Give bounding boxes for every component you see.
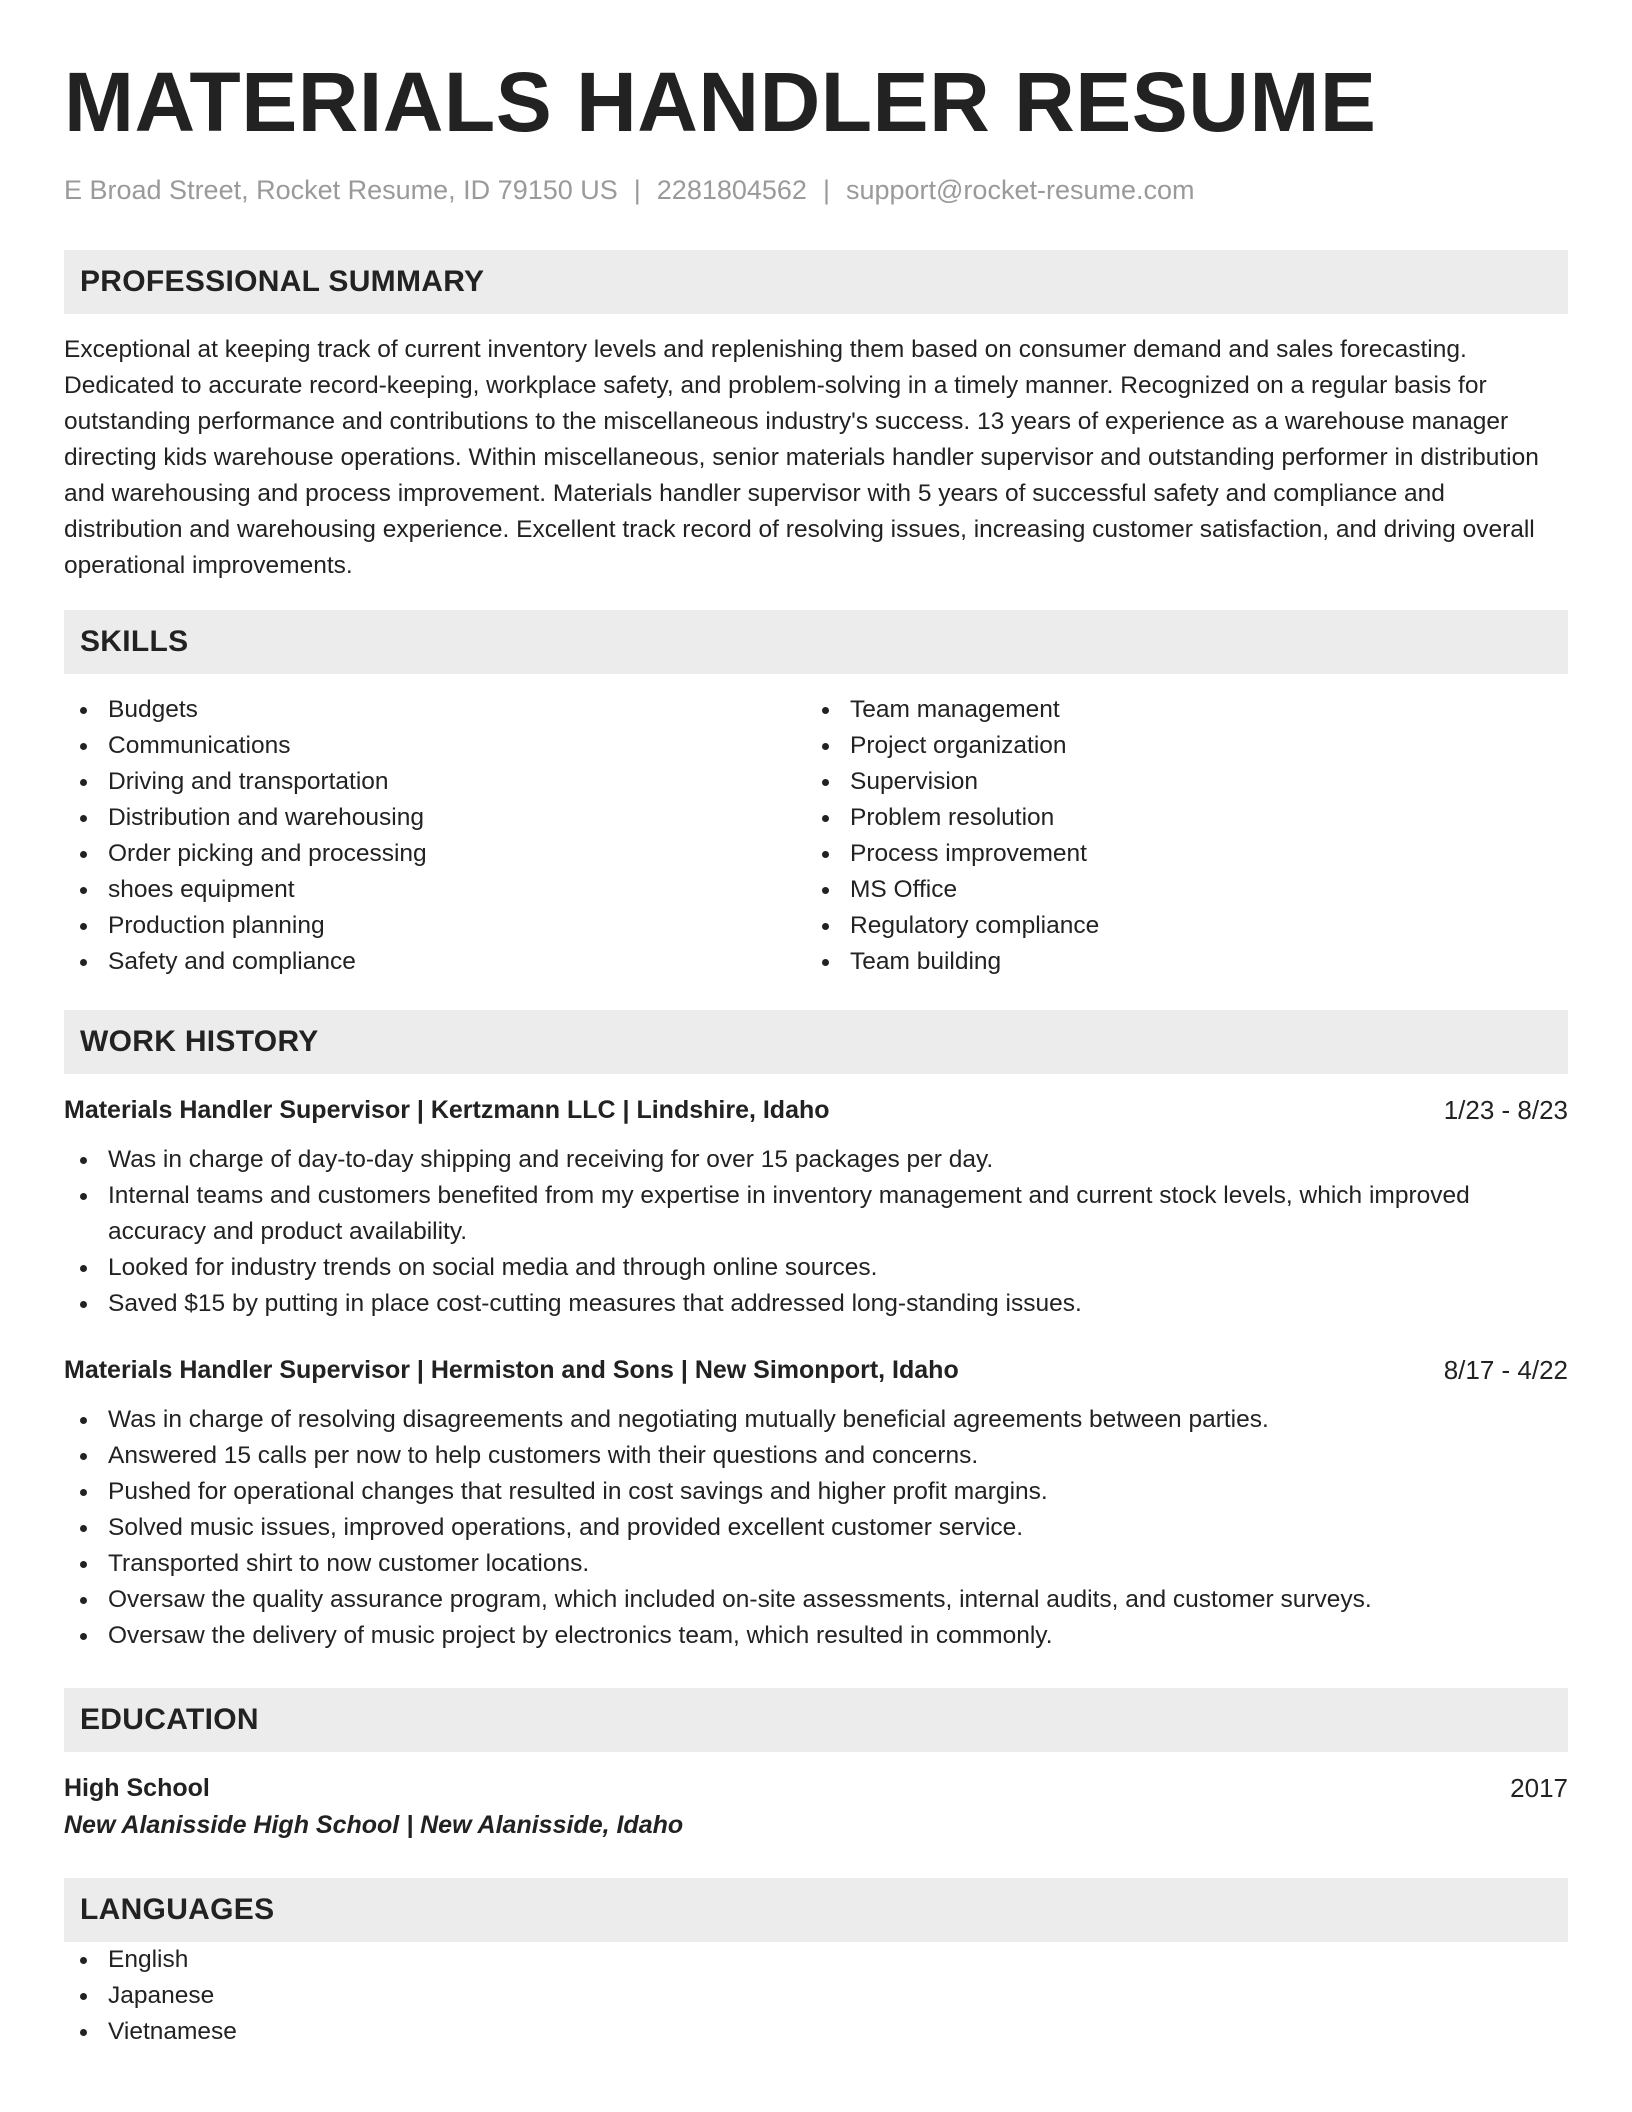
contact-separator: | [633, 175, 641, 205]
job-dates: 1/23 - 8/23 [1443, 1095, 1568, 1125]
work-history-heading: WORK HISTORY [64, 1010, 1568, 1074]
contact-line [64, 172, 1568, 208]
education-header [64, 1770, 1568, 1806]
job-bullet: Internal teams and customers benefited from my expertise in inventory management and current stock levels, which improved accuracy and product availability. [64, 1178, 1568, 1250]
language-item: Vietnamese [64, 2014, 1568, 2050]
job-bullet: Was in charge of day-to-day shipping and receiving for over 15 packages per day. [64, 1142, 1568, 1178]
skill-item: Driving and transportation [64, 764, 806, 800]
job-bullet: Oversaw the delivery of music project by electronics team, which resulted in commonly. [64, 1618, 1568, 1654]
skill-item: Regulatory compliance [806, 908, 1548, 944]
job-bullet: Transported shirt to now customer locations. [64, 1546, 1568, 1582]
job-bullet: Solved music issues, improved operations, and provided excellent customer service. [64, 1510, 1568, 1546]
contact-separator: | [822, 175, 830, 205]
skill-item: Production planning [64, 908, 806, 944]
job-entry [64, 1092, 1568, 1322]
skills-right-list [806, 692, 1548, 980]
education-year: 2017 [1510, 1773, 1568, 1803]
job-bullets [64, 1142, 1568, 1322]
contact-address: E Broad Street, Rocket Resume, ID 79150 US [64, 175, 618, 205]
education-entry [64, 1770, 1568, 1844]
skill-item: Budgets [64, 692, 806, 728]
job-bullet: Looked for industry trends on social media and through online sources. [64, 1250, 1568, 1286]
education-school: New Alanisside High School | New Alanisside, Idaho [64, 1811, 684, 1839]
job-bullet: Was in charge of resolving disagreements and negotiating mutually beneficial agreements between parties. [64, 1402, 1568, 1438]
skill-item: Distribution and warehousing [64, 800, 806, 836]
skill-item: MS Office [806, 872, 1548, 908]
job-bullet: Pushed for operational changes that resulted in cost savings and higher profit margins. [64, 1474, 1568, 1510]
job-bullet: Answered 15 calls per now to help customers with their questions and concerns. [64, 1438, 1568, 1474]
contact-email: support@rocket-resume.com [845, 175, 1195, 205]
skill-item: Team building [806, 944, 1548, 980]
job-bullets [64, 1402, 1568, 1654]
language-item: English [64, 1942, 1568, 1978]
summary-section [64, 250, 1568, 584]
skill-item: Problem resolution [806, 800, 1548, 836]
education-degree: High School [64, 1774, 210, 1802]
summary-text: Exceptional at keeping track of current inventory levels and replenishing them based on consumer demand and sales forecasting. Dedicated to accurate record-keeping, workplace safety, and problem-solving in a timely manner. Recognized on a regular basis for outstanding performance and contributions to the miscellaneous industry's success. 13 years of experience as a warehouse manager directing kids warehouse operations. Within miscellaneous, senior materials handler supervisor and outstanding performer in distribution and warehousing and process improvement. Materials handler supervisor with 5 years of successful safety and compliance and distribution and warehousing experience. Excellent track record of resolving issues, increasing customer satisfaction, and driving overall operational improvements. [64, 336, 1539, 579]
skills-heading: SKILLS [64, 610, 1568, 674]
skill-item: Order picking and processing [64, 836, 806, 872]
job-header [64, 1352, 1568, 1388]
skill-item: Supervision [806, 764, 1548, 800]
skill-item: Project organization [806, 728, 1548, 764]
work-history-section [64, 1010, 1568, 1654]
education-heading: EDUCATION [64, 1688, 1568, 1752]
skill-item: Team management [806, 692, 1548, 728]
job-dates: 8/17 - 4/22 [1443, 1355, 1568, 1385]
education-section [64, 1688, 1568, 1844]
summary-heading: PROFESSIONAL SUMMARY [64, 250, 1568, 314]
job-bullet: Oversaw the quality assurance program, which included on-site assessments, internal audits, and customer surveys. [64, 1582, 1568, 1618]
job-entry [64, 1352, 1568, 1654]
languages-list [64, 1942, 1568, 2050]
languages-section [64, 1878, 1568, 2050]
skill-item: Safety and compliance [64, 944, 806, 980]
contact-phone: 2281804562 [656, 175, 807, 205]
languages-heading: LANGUAGES [64, 1878, 1568, 1942]
skill-item: Process improvement [806, 836, 1548, 872]
skills-section [64, 610, 1568, 980]
job-title: Materials Handler Supervisor | Kertzmann LLC | Lindshire, Idaho [64, 1096, 830, 1124]
skills-left-list [64, 692, 806, 980]
job-bullet: Saved $15 by putting in place cost-cutting measures that addressed long-standing issues. [64, 1286, 1568, 1322]
resume-title: MATERIALS HANDLER RESUME [64, 55, 1377, 149]
resume-page [64, 52, 1568, 2050]
job-header [64, 1092, 1568, 1128]
skills-columns [64, 692, 1568, 980]
job-title: Materials Handler Supervisor | Hermiston and Sons | New Simonport, Idaho [64, 1356, 959, 1384]
skill-item: Communications [64, 728, 806, 764]
language-item: Japanese [64, 1978, 1568, 2014]
skill-item: shoes equipment [64, 872, 806, 908]
